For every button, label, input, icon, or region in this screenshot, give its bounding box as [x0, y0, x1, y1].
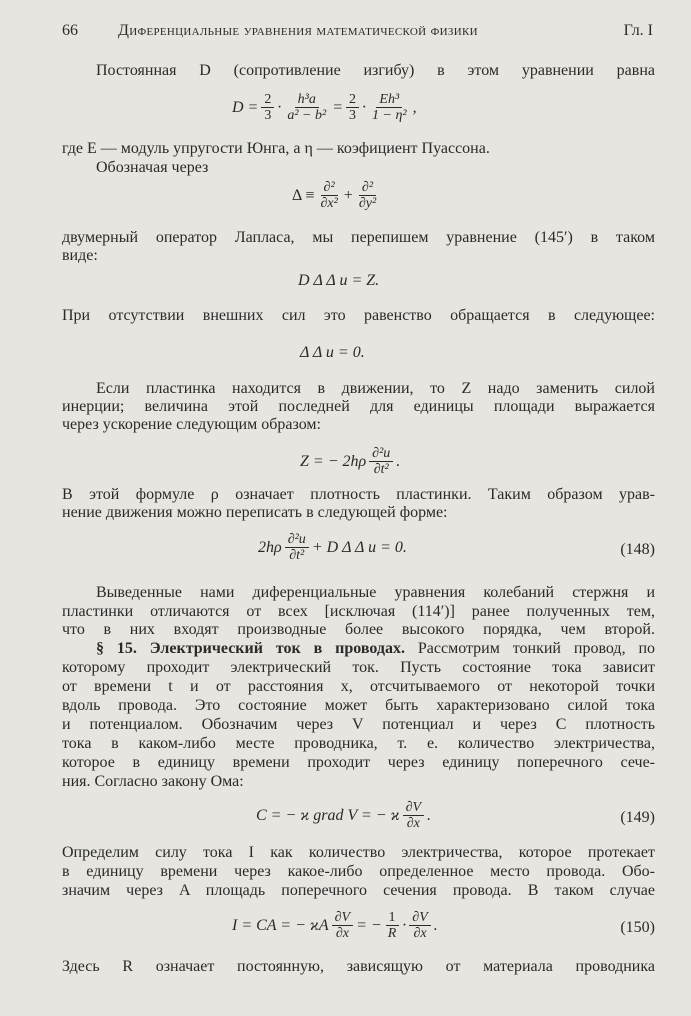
equation-number-150: (150): [620, 919, 655, 936]
text-line: Здесь R означает постоянную, зависящую от материала проводника: [62, 958, 655, 975]
eq-lhs: D =: [232, 98, 259, 116]
text-line: Постоянная D (сопротивление изгибу) в этом уравнении равна: [96, 62, 655, 79]
running-title: Диференциальные уравнения математической физики: [118, 22, 478, 39]
fraction: [369, 92, 410, 123]
equation-current: I = CA = − ϰA $\frac{\partial V}{\partial x}$ = − $\frac{1}{R}$ · $\frac{\partial V}{\partial x}$ .: [232, 910, 438, 941]
text-line: где E — модуль упругости Юнга, а η — коэфициент Пуассона.: [62, 140, 490, 157]
text-line: ния. Согласно закону Ома:: [62, 773, 244, 790]
text-line: нение движения можно переписать в следующей форме:: [62, 504, 448, 521]
math-part: R: [387, 926, 397, 941]
fraction: [356, 180, 379, 211]
math-part: ∂x: [406, 816, 420, 831]
math-part: ∂y²: [358, 196, 377, 211]
text-line: что в них входят производные более высокого порядка, чем второй.: [62, 621, 655, 638]
text-line: в единицу времени через какое-либо определенное место провода. Обо-: [62, 863, 655, 880]
math-part: a² − b²: [287, 108, 327, 123]
equation-ohm: [256, 800, 431, 831]
math-part: 3: [349, 108, 356, 123]
text-line: вдоль провода. Это состояние может быть характеризовано силой тока: [62, 697, 655, 714]
plus-sign: +: [343, 186, 353, 204]
equation-motion: [258, 532, 407, 563]
eq-lhs: Δ ≡: [292, 186, 315, 204]
math-part: ∂V: [403, 800, 424, 816]
math-part: ∂x²: [320, 196, 338, 211]
eq-rhs: + D Δ Δ u = 0.: [311, 538, 407, 556]
math-part: Eh³: [376, 92, 402, 108]
text-line: двумерный оператор Лапласа, мы перепишем уравнение (145′) в таком: [62, 229, 655, 246]
eq-tail: .: [396, 452, 401, 470]
math-part: ∂²u: [285, 532, 309, 548]
text-line: виде:: [62, 247, 98, 264]
section-heading-line: [96, 640, 655, 658]
eq-tail: .: [427, 806, 432, 824]
eq-text: Δ Δ u = 0.: [300, 344, 365, 361]
eq-lhs: I = CA = − ϰA: [232, 916, 329, 934]
math-part: ∂x: [413, 926, 427, 941]
fraction: [385, 910, 400, 941]
fraction: [403, 800, 424, 831]
fraction: [409, 910, 430, 941]
text-line: В этой формуле ρ означает плотность пластинки. Таким образом урав-: [62, 486, 655, 503]
eq-lhs: Z = − 2hρ: [300, 452, 367, 470]
text-line: значим через A площадь поперечного сечения провода. В таком случае: [62, 882, 655, 899]
eq-lhs: 2hρ: [258, 538, 282, 556]
math-part: 2: [346, 92, 359, 108]
math-part: 1 − η²: [372, 108, 407, 123]
page-number: 66: [62, 22, 78, 39]
text-line: Обозначая через: [96, 159, 209, 176]
math-part: 2: [261, 92, 274, 108]
fraction: [317, 180, 340, 211]
text-line: Если пластинка находится в движении, то Z надо заменить силой: [96, 380, 655, 397]
math-part: ∂²: [321, 180, 338, 196]
math-part: ∂t²: [373, 462, 389, 477]
eq-tail: .: [433, 916, 438, 934]
equation-laplacian: [292, 180, 379, 211]
text-line: тока в каком-либо месте проводника, т. е. количество электричества,: [62, 735, 655, 752]
math-part: ∂t²: [289, 548, 305, 563]
section-title: § 15. Электрический ток в проводах.: [96, 640, 405, 657]
fraction: [346, 92, 359, 123]
fraction: [332, 910, 353, 941]
eq-text: D Δ Δ u = Z.: [298, 272, 380, 289]
math-part: ∂V: [409, 910, 430, 926]
text-line: инерции; величина этой последней для единицы площади выражается: [62, 398, 655, 415]
section-text: Рассмотрим тонкий провод, по: [405, 640, 656, 657]
eq-sign: =: [332, 98, 343, 116]
text-line: от времени t и от расстояния x, отсчитываемого от некоторой точки: [62, 678, 655, 695]
fraction: [285, 532, 309, 563]
equation-rigidity: D = $\frac{2}{3}$ · $\frac{\text{h³a}}{\text{a² − b²}}$ = $\frac{2}{3}$ · $\frac{\text{Eh³}}{\text{1 − η²}}$ ,: [232, 92, 417, 123]
equation-inertia: [300, 446, 400, 477]
equation-homogeneous: [300, 344, 365, 362]
math-part: 3: [264, 108, 272, 123]
text-line: через ускорение следующим образом:: [62, 416, 321, 433]
math-part: ∂V: [332, 910, 353, 926]
text-line: и потенциалом. Обозначим через V потенциал и через C плотность: [62, 716, 655, 733]
text-line: Выведенные нами диференциальные уравнения колебаний стержня и: [96, 584, 655, 601]
equation-number-148: (148): [620, 541, 655, 558]
math-part: h³a: [295, 92, 319, 108]
math-part: ∂x: [335, 926, 349, 941]
text-line: Определим силу тока I как количество электричества, которое протекает: [62, 844, 655, 861]
fraction: [261, 92, 274, 123]
equation-number-149: (149): [620, 809, 655, 826]
math-part: ∂²: [359, 180, 376, 196]
text-line: При отсутствии внешних сил это равенство обращается в следующее:: [62, 307, 655, 324]
fraction: [369, 446, 393, 477]
chapter-label: Гл. I: [623, 22, 653, 39]
text-line: которому проходит электрический ток. Пусть состояние тока зависит: [62, 659, 655, 676]
eq-mid: = −: [356, 916, 382, 934]
math-part: ∂²u: [369, 446, 393, 462]
text-line: которое в единицу времени проходит через единицу поперечного сече-: [62, 754, 655, 771]
fraction: [284, 92, 329, 123]
eq-lhs: C = − ϰ grad V = − ϰ: [256, 806, 400, 824]
text-line: пластинки отличаются от всех [исключая (114′)] ранее полученных тем,: [62, 603, 655, 620]
equation-biharmonic: [298, 272, 379, 290]
math-part: 1: [386, 910, 399, 926]
eq-tail: ,: [412, 98, 417, 116]
